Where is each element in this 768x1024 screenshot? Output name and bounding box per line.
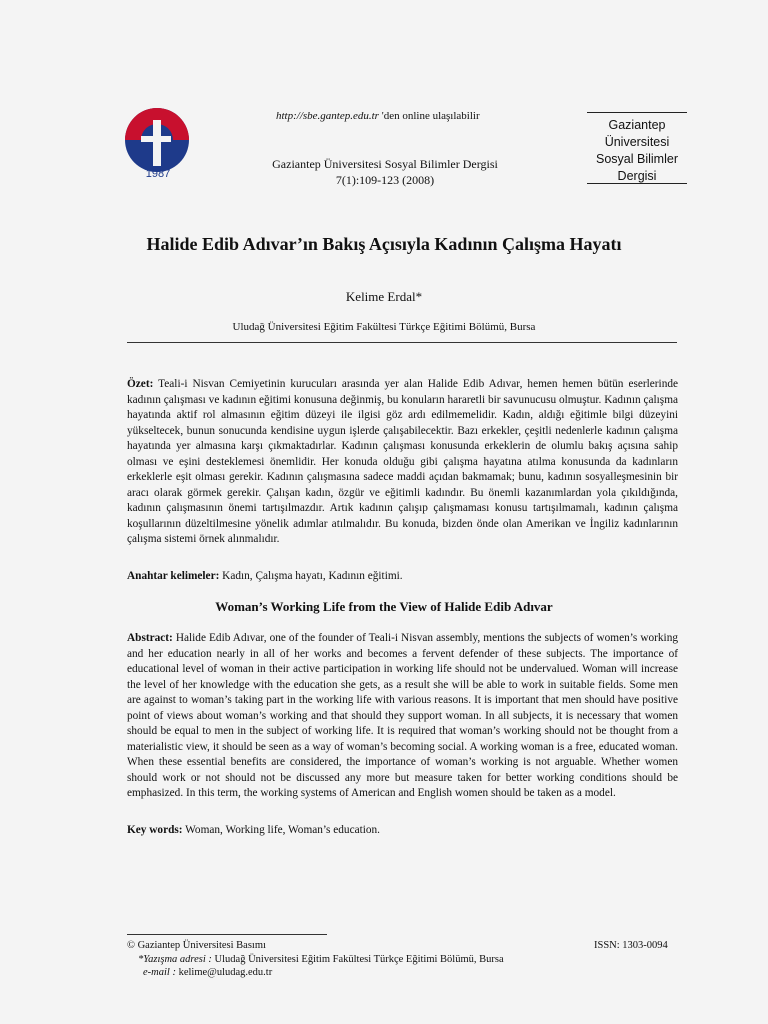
abstract-text: Halide Edib Adıvar, one of the founder of Teali-i Nisvan assembly, mentions the subjects of women’s working and her education nearly in all of her works and becomes a fervent defender of these subjects. The importance of educational level of woman in their active participation in working life should not be undervalued. Woman will increase the level of her knowledge with the education she gets, as a result she will be able to work in suitable fields. Some men are against to woman’s taking part in the working life with various reasons. It is important that men should have positive point of views about woman’s working and that should they support woman. In all subjects, it is necessary that women should be equal to men in the subject of working life. It is required that woman’s working should not be thought from a materialistic view, it should be seen as a way of woman’s becoming social. A working woman is a free, educated woman. When these essential benefits are considered, the importance of woman’s working is not arguable. Whether women should work or not should not be discussed any more but measure taken for better working conditions should be emphasized. In this term, the working systems of American and English women should be taken as a model. <box>127 632 678 799</box>
footnote-divider <box>127 934 327 935</box>
correspondence-text: Uludağ Üniversitesi Eğitim Fakültesi Türkçe Eğitimi Bölümü, Bursa <box>211 954 504 965</box>
online-access-suffix: 'den online ulaşılabilir <box>378 110 480 122</box>
copyright-notice: © Gaziantep Üniversitesi Basımı <box>127 940 266 951</box>
ozet-label: Özet: <box>127 378 154 390</box>
abstract-label: Abstract: <box>127 632 173 644</box>
author-email <box>143 967 272 978</box>
turkish-abstract <box>127 377 678 548</box>
email-label: e-mail : <box>143 967 176 978</box>
header-divider <box>127 342 677 343</box>
correspondence-address <box>138 954 504 965</box>
journal-url-link[interactable]: http://sbe.gantep.edu.tr <box>276 110 379 122</box>
english-abstract <box>127 631 678 802</box>
article-title: Halide Edib Adıvar’ın Bakış Açısıyla Kadının Çalışma Hayatı <box>146 234 622 254</box>
email-address-link[interactable]: kelime@uludag.edu.tr <box>175 967 273 978</box>
english-title: Woman’s Working Life from the View of Halide Edib Adıvar <box>215 599 553 614</box>
issn-number: ISSN: 1303-0094 <box>594 940 668 951</box>
journal-issue: 7(1):109-123 (2008) <box>335 173 435 187</box>
journal-box-line: Gaziantep <box>608 118 666 132</box>
turkish-keywords-label: Anahtar kelimeler: <box>127 570 220 582</box>
english-keywords-text: Woman, Working life, Woman’s education. <box>182 824 380 836</box>
correspondence-label: *Yazışma adresi : <box>138 954 212 965</box>
turkish-keywords-text: Kadın, Çalışma hayatı, Kadının eğitimi. <box>219 570 403 582</box>
english-keywords-label: Key words: <box>127 824 183 836</box>
journal-box-line: Üniversitesi <box>604 135 670 149</box>
author-affiliation: Uludağ Üniversitesi Eğitim Fakültesi Türkçe Eğitimi Bölümü, Bursa <box>232 321 536 333</box>
journal-box-line: Dergisi <box>617 169 657 183</box>
ozet-text: Teali-i Nisvan Cemiyetinin kurucuları arasında yer alan Halide Edib Adıvar, hemen hemen bütün eserlerinde kadının çalışması ve kadının eğitimi konusuna değinmiş, bu konuların hararetli bir savunucusu olmuştur. Kadının çalışma hayatında aktif rol almasının eğitim düzeyi ile ilgisi göz ardı edilmemelidir. Kadın, aldığı eğitimle bilgi düzeyini yükseltecek, bunun sonucunda kendisine uygun işlerde çalışabilecektir. Bazı erkekler, çeşitli nedenlerle kadının çalışma hayatında yer almasına karşı çıkmaktadırlar. Kadının çalışması konusunda erkeklerin de olumlu bakış açısına sahip olması ve eşini desteklemesi önemlidir. Her konuda olduğu gibi çalışma hayatına atılma konusunda da kadınların erkeklerle eşit olması gerekir. Kadının çalışmasına sadece maddi açıdan bakmamak; bunu, kadının sosyalleşmesinin bir aracı olarak görmek gerekir. Çalışan kadın, özgür ve eğitimli kadındır. Bu önemli kazanımlardan yola çıkıldığında, kadının çalışmasının önemi tartışılmazdır. Artık kadının çalışıp çalışmaması konusu tartışılmamalı, kadının çalışma koşullarının düzeltilmesine yönelik adımlar atılmalıdır. Bu konuda, bizden önde olan Amerikan ve İngiliz kadınlarının çalışma sistemi örnek alınmalıdır. <box>127 378 678 545</box>
logo-year: 1987 <box>145 168 171 180</box>
english-keywords <box>127 824 380 836</box>
online-access-line <box>276 110 480 122</box>
journal-citation <box>250 156 520 188</box>
journal-box-line: Sosyal Bilimler <box>596 152 678 166</box>
journal-title-box <box>587 112 687 184</box>
journal-name: Gaziantep Üniversitesi Sosyal Bilimler Dergisi <box>272 157 498 171</box>
article-author: Kelime Erdal* <box>345 289 423 304</box>
turkish-keywords <box>127 570 403 582</box>
